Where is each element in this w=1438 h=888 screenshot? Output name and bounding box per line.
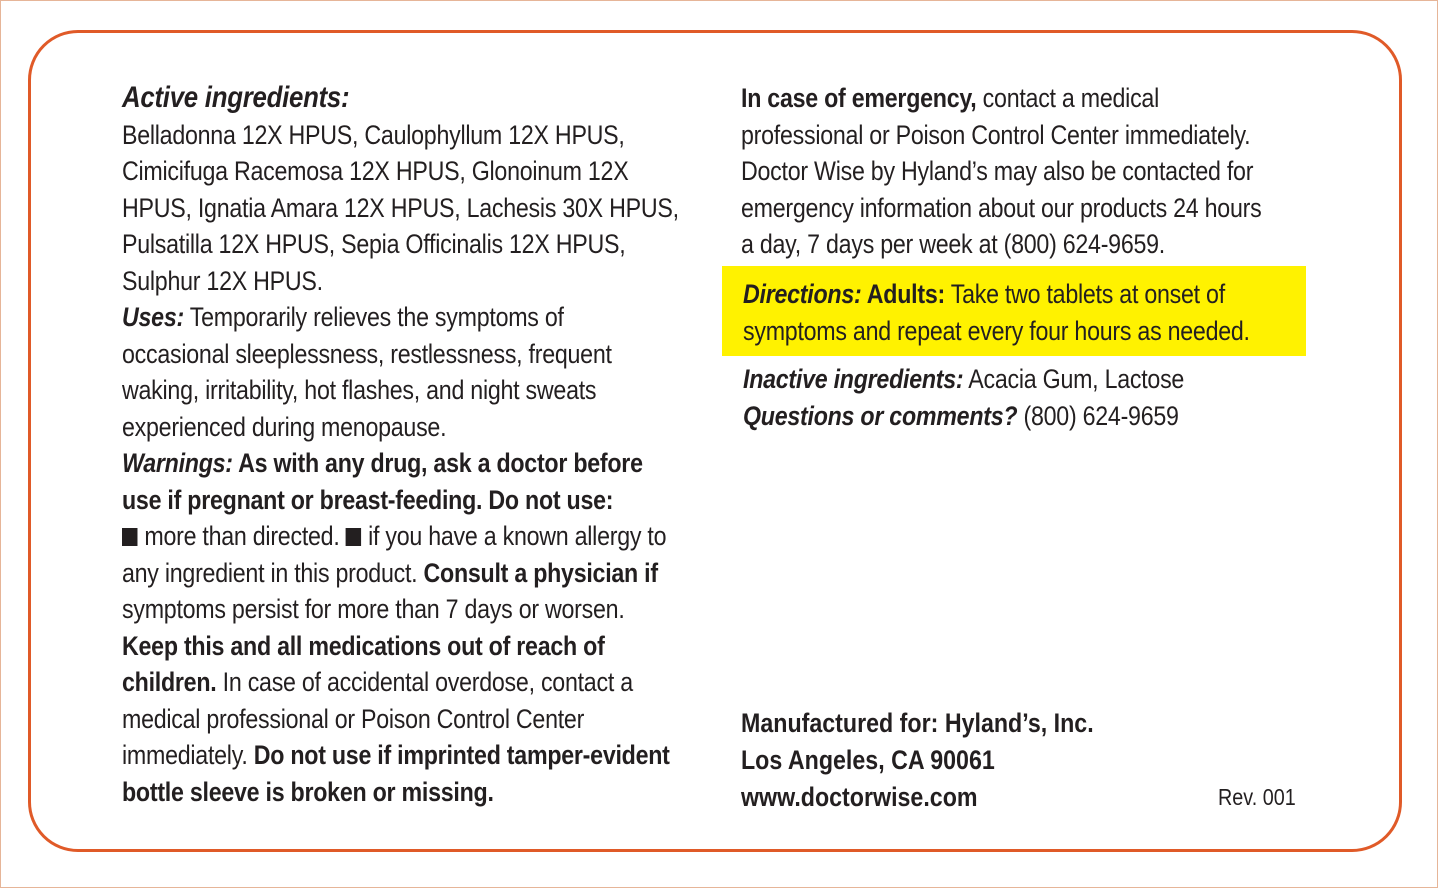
emergency-line: Doctor Wise by Hyland’s may also be contacted for: [741, 156, 1254, 186]
emergency-line: [741, 80, 1377, 117]
warnings-line: [122, 737, 690, 774]
keep-out-of-reach-line: [122, 664, 690, 701]
warnings-line: bottle sleeve is broken or missing.: [122, 776, 494, 807]
inactive-questions-block: [743, 361, 1345, 434]
questions-phone: (800) 624-9659: [1017, 400, 1179, 431]
directions-text: Take two tablets at onset of: [944, 279, 1225, 309]
revision-number: Rev. 001: [1218, 784, 1296, 810]
warnings-bullets-line: [122, 518, 690, 555]
directions-line: [743, 276, 1345, 313]
warnings-bold-text: children.: [122, 667, 217, 697]
uses-heading: Uses:: [122, 302, 184, 332]
bullet-square-icon: [122, 528, 137, 546]
uses-line: [122, 299, 690, 336]
emergency-text: contact a medical: [976, 83, 1160, 113]
warnings-text: In case of accidental overdose, contact a: [216, 667, 633, 697]
manufacturer-address: Los Angeles, CA 90061: [741, 745, 995, 775]
emergency-heading: In case of emergency,: [741, 83, 977, 113]
active-ingredients-line: Pulsatilla 12X HPUS, Sepia Officinalis 12X HPUS,: [122, 229, 626, 259]
warnings-line: medical professional or Poison Control Center: [122, 703, 585, 734]
inactive-ingredients-text: Acacia Gum, Lactose: [963, 364, 1185, 394]
warnings-line: [122, 555, 690, 592]
warning-bullet: if you have a known allergy to: [368, 521, 667, 551]
inactive-ingredients-heading: Inactive ingredients:: [743, 364, 964, 394]
manufacturer-block: [741, 705, 1257, 816]
directions-adults-label: Adults:: [861, 279, 945, 309]
emergency-line: professional or Poison Control Center immediately.: [741, 119, 1251, 150]
keep-out-of-reach-line: Keep this and all medications out of reach of: [122, 630, 605, 661]
active-ingredients-line: HPUS, Ignatia Amara 12X HPUS, Lachesis 30X HPUS,: [122, 192, 679, 223]
questions-heading: Questions or comments?: [743, 400, 1018, 431]
emergency-line: a day, 7 days per week at (800) 624-9659.: [741, 229, 1165, 259]
warnings-line: symptoms persist for more than 7 days or worsen.: [122, 594, 625, 624]
active-ingredients-line: Cimicifuga Racemosa 12X HPUS, Glonoinum 12X: [122, 156, 629, 186]
active-ingredients-heading: Active ingredients:: [122, 81, 350, 114]
warnings-bold-text: As with any drug, ask a doctor before: [232, 448, 643, 478]
active-ingredients-line: Belladonna 12X HPUS, Caulophyllum 12X HPUS,: [122, 119, 625, 150]
manufacturer-website: www.doctorwise.com: [741, 782, 978, 812]
inactive-ingredients-line: [743, 361, 1345, 398]
manufacturer-name: Manufactured for: Hyland’s, Inc.: [741, 708, 1094, 738]
warnings-bold-text: Consult a physician if: [423, 557, 658, 588]
warnings-heading: Warnings:: [122, 448, 233, 478]
warning-bullet: more than directed.: [144, 521, 346, 551]
left-column: [122, 80, 690, 810]
uses-line: occasional sleeplessness, restlessness, frequent: [122, 338, 612, 369]
active-ingredients-line: Sulphur 12X HPUS.: [122, 265, 323, 296]
bullet-square-icon: [346, 528, 361, 546]
emergency-line: emergency information about our products 24 hours: [741, 192, 1262, 223]
warnings-text: any ingredient in this product.: [122, 557, 424, 588]
directions-line: symptoms and repeat every four hours as needed.: [743, 315, 1250, 346]
warnings-line: [122, 445, 690, 482]
directions-block: [743, 276, 1345, 349]
warnings-line: use if pregnant or breast-feeding. Do not use:: [122, 484, 614, 515]
warnings-bold-text: Do not use if imprinted tamper-evident: [253, 740, 670, 770]
questions-line: [743, 398, 1345, 435]
warnings-text: immediately.: [122, 740, 254, 770]
emergency-block: [741, 80, 1377, 263]
uses-text: Temporarily relieves the symptoms of: [183, 302, 564, 332]
uses-line: waking, irritability, hot flashes, and night sweats: [122, 375, 597, 405]
uses-line: experienced during menopause.: [122, 411, 447, 442]
directions-heading: Directions:: [743, 279, 862, 309]
